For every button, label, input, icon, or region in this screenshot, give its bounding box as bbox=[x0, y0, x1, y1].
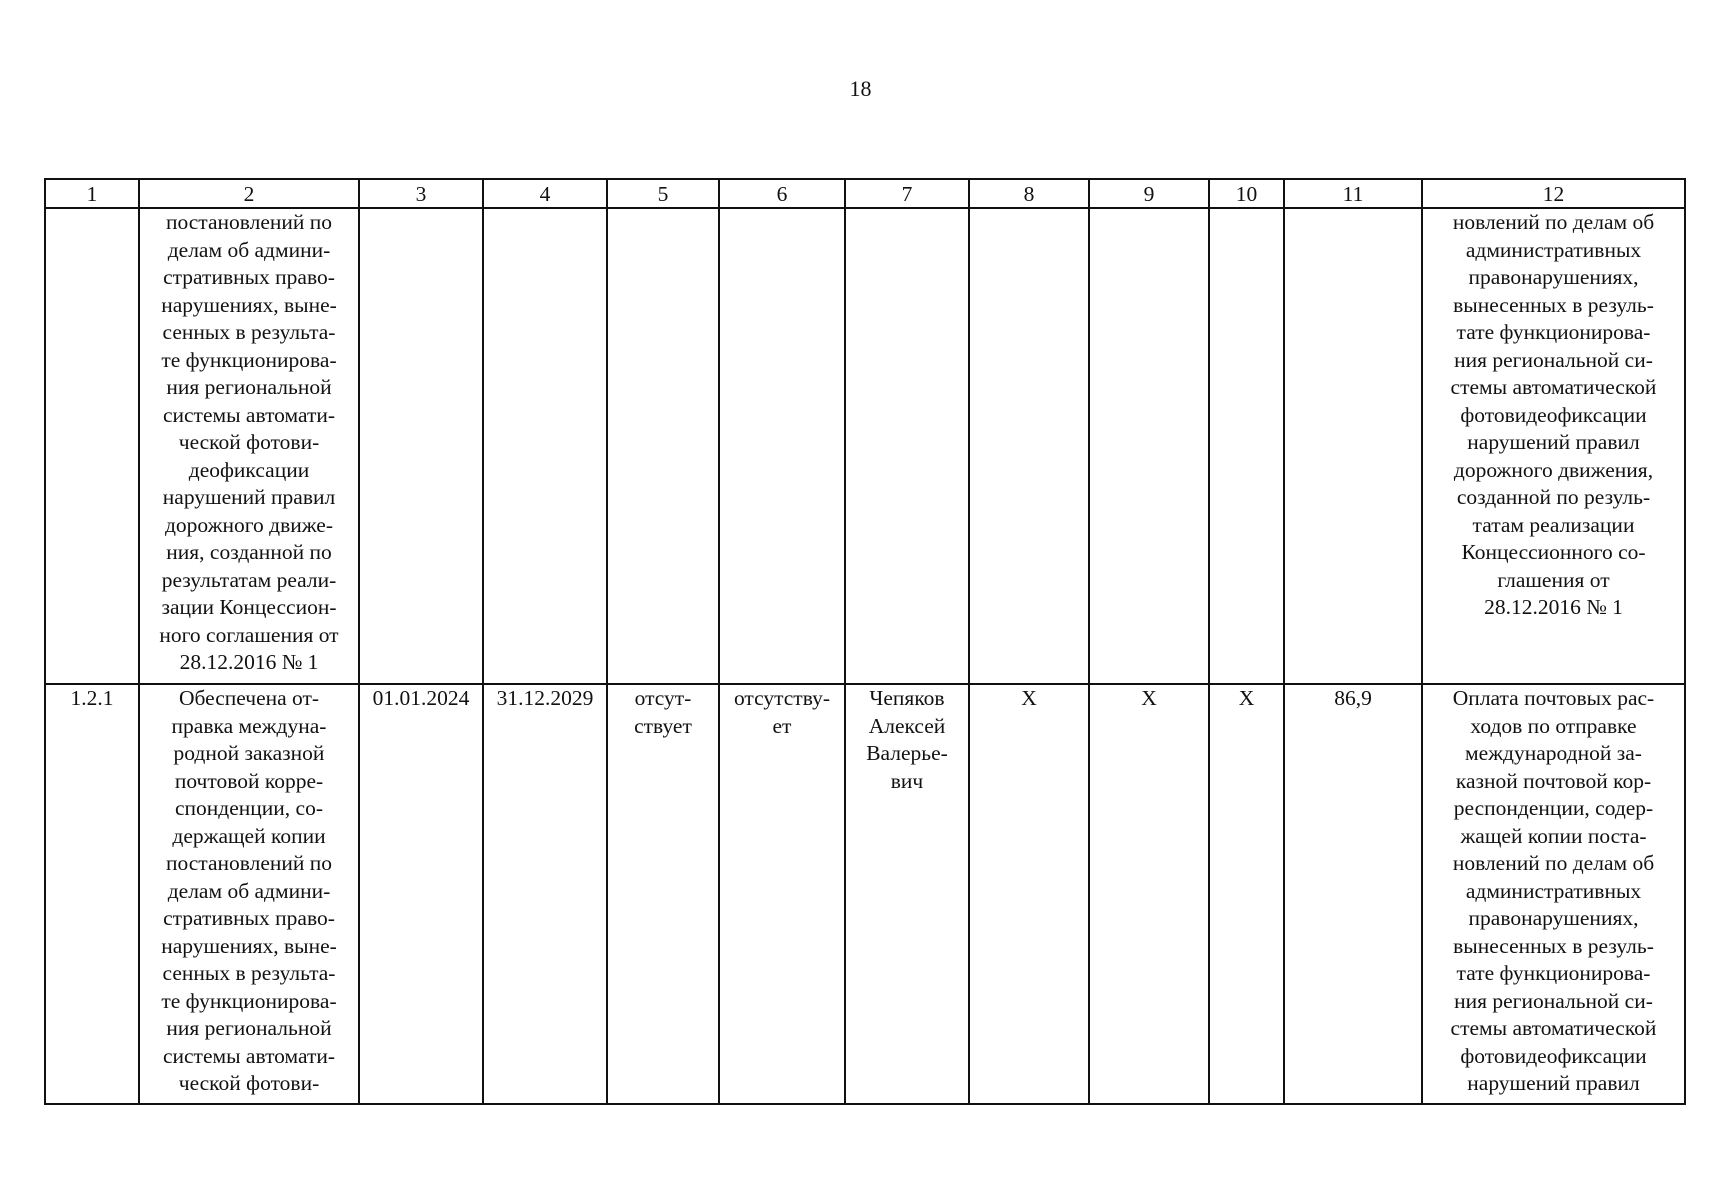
table-cell bbox=[483, 208, 607, 684]
column-number-row bbox=[45, 179, 1685, 208]
table-cell: 31.12.2029 bbox=[483, 684, 607, 1104]
column-number: 10 bbox=[1209, 179, 1284, 208]
table-cell bbox=[845, 208, 969, 684]
table-cell: отсут- ствует bbox=[607, 684, 719, 1104]
column-number: 9 bbox=[1089, 179, 1209, 208]
table-cell bbox=[1089, 208, 1209, 684]
column-number: 1 bbox=[45, 179, 139, 208]
column-number: 3 bbox=[359, 179, 483, 208]
column-number: 2 bbox=[139, 179, 359, 208]
table-row bbox=[45, 208, 1685, 684]
column-number: 5 bbox=[607, 179, 719, 208]
table-cell: X bbox=[969, 684, 1089, 1104]
table-cell bbox=[45, 208, 139, 684]
table-cell: Оплата почтовых рас- ходов по отправке международной за- казной почтовой кор- респонденции, содер- жащей копии поста- новлений по делам об административных правонарушениях, вынесенных в резуль- тате функционирова- ния региональной си- стемы автоматической фотовидеофиксации нарушений правил bbox=[1422, 684, 1685, 1104]
table-cell: 01.01.2024 bbox=[359, 684, 483, 1104]
table-cell bbox=[607, 208, 719, 684]
page-number: 18 bbox=[849, 76, 872, 101]
table-cell: 1.2.1 bbox=[45, 684, 139, 1104]
table-cell: 86,9 bbox=[1284, 684, 1422, 1104]
table-cell bbox=[969, 208, 1089, 684]
column-number: 4 bbox=[483, 179, 607, 208]
table-row bbox=[45, 684, 1685, 1104]
table-cell: Обеспечена от- правка междуна- родной заказной почтовой корре- спонденции, со- держащей копии постановлений по делам об админи- стративных право- нарушениях, выне- сенных в результа- те функционирова- ния региональной системы автомати- ческой фотови- bbox=[139, 684, 359, 1104]
table-cell: постановлений по делам об админи- стративных право- нарушениях, выне- сенных в результа- те функционирова- ния региональной системы автомати- ческой фотови- деофиксации нарушений правил дорожного движе- ния, созданной по результатам реали- зации Концессион- ного соглашения от 28.12.2016 № 1 bbox=[139, 208, 359, 684]
table-cell: новлений по делам об административных правонарушениях, вынесенных в резуль- тате функционирова- ния региональной си- стемы автоматической фотовидеофиксации нарушений правил дорожного движения, созданной по резуль- татам реализации Концессионного со- глашения от 28.12.2016 № 1 bbox=[1422, 208, 1685, 684]
column-number: 8 bbox=[969, 179, 1089, 208]
column-number: 6 bbox=[719, 179, 845, 208]
table-cell bbox=[719, 208, 845, 684]
column-number: 11 bbox=[1284, 179, 1422, 208]
table-cell: X bbox=[1089, 684, 1209, 1104]
table-cell bbox=[359, 208, 483, 684]
column-number: 12 bbox=[1422, 179, 1685, 208]
table-cell: Чепяков Алексей Валерье- вич bbox=[845, 684, 969, 1104]
column-number: 7 bbox=[845, 179, 969, 208]
activity-table bbox=[44, 178, 1686, 1105]
table-cell: отсутству- ет bbox=[719, 684, 845, 1104]
table-cell bbox=[1284, 208, 1422, 684]
table-cell bbox=[1209, 208, 1284, 684]
table-cell: X bbox=[1209, 684, 1284, 1104]
